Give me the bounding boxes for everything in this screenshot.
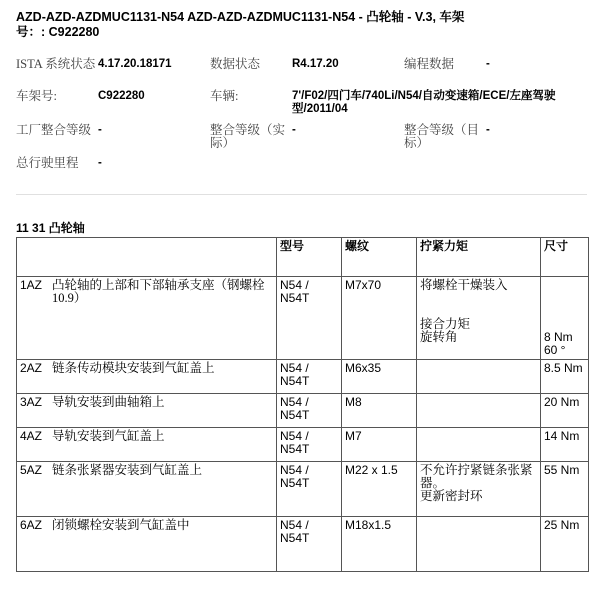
row-model: N54 / N54T	[277, 360, 342, 394]
row-size: 55 Nm	[541, 462, 589, 517]
size-angle: 60 °	[544, 343, 566, 357]
row-position: 2AZ	[20, 361, 43, 375]
vehicle-label: 车辆:	[210, 89, 239, 103]
row-thread: M8	[342, 394, 417, 428]
torque-warning: 不允许拧紧链条张紧器。	[420, 463, 533, 490]
row-torque	[417, 462, 541, 517]
vehicle-value: 7'/F02/四门车/740Li/N54/自动变速箱/ECE/左座驾驶型/2011/04	[292, 90, 556, 115]
row-desc-text: 闭锁螺栓安装到气缸盖中	[52, 518, 190, 532]
prog-data-label: 编程数据	[404, 57, 455, 71]
row-size: 14 Nm	[541, 428, 589, 462]
row-description	[17, 428, 277, 462]
row-description	[17, 394, 277, 428]
title-line-2: 号：: C922280	[16, 25, 100, 39]
vin-label: 车架号:	[16, 89, 57, 103]
mileage-value: -	[98, 157, 102, 169]
row-position: 4AZ	[20, 429, 43, 443]
data-status-value: R4.17.20	[292, 58, 339, 70]
row-description	[17, 360, 277, 394]
header-size: 尺寸	[541, 238, 589, 277]
table-row	[17, 394, 589, 428]
data-status-label: 数据状态	[210, 57, 261, 71]
row-desc-text: 导轨安装到曲轴箱上	[52, 395, 165, 409]
table-row	[17, 517, 589, 572]
row-description	[17, 462, 277, 517]
header-thread: 螺纹	[342, 238, 417, 277]
row-thread: M22 x 1.5	[342, 462, 417, 517]
row-model: N54 / N54T	[277, 517, 342, 572]
factory-grade-label: 工厂整合等级	[16, 123, 92, 137]
torque-note: 将螺栓干燥装入	[420, 278, 508, 292]
row-description	[17, 277, 277, 360]
row-desc-text: 导轨安装到气缸盖上	[52, 429, 165, 443]
table-row	[17, 462, 589, 517]
row-torque	[417, 517, 541, 572]
header-torque: 拧紧力矩	[417, 238, 541, 277]
row-thread: M7	[342, 428, 417, 462]
row-position: 3AZ	[20, 395, 43, 409]
target-grade-value: -	[486, 124, 490, 136]
row-description	[17, 517, 277, 572]
row-desc-text: 凸轮轴的上部和下部轴承支座（钢螺栓 10.9）	[52, 278, 265, 305]
row-model: N54 / N54T	[277, 428, 342, 462]
actual-grade-value: -	[292, 124, 296, 136]
row-size	[541, 277, 589, 360]
row-position: 5AZ	[20, 463, 43, 477]
size-joining: 8 Nm	[544, 330, 573, 344]
row-torque	[417, 277, 541, 360]
table-row	[17, 360, 589, 394]
mileage-label: 总行驶里程	[16, 156, 79, 170]
row-torque	[417, 360, 541, 394]
row-desc-text: 链条张紧器安装到气缸盖上	[52, 463, 203, 477]
row-position: 1AZ	[20, 278, 43, 292]
row-desc-text: 链条传动模块安装到气缸盖上	[52, 361, 215, 375]
torque-seal-note: 更新密封环	[420, 489, 483, 503]
title-line-1: AZD-AZD-AZDMUC1131-N54 AZD-AZD-AZDMUC1131-N54 - 凸轮轴 - V.3, 车架	[16, 10, 465, 24]
actual-grade-label: 整合等级（实际）	[210, 123, 286, 150]
factory-grade-value: -	[98, 124, 102, 136]
ista-value: 4.17.20.18171	[98, 58, 172, 70]
header-description	[17, 238, 277, 277]
divider	[16, 194, 587, 195]
row-torque	[417, 394, 541, 428]
prog-data-value: -	[486, 58, 490, 70]
row-model: N54 / N54T	[277, 394, 342, 428]
header-model: 型号	[277, 238, 342, 277]
row-thread: M7x70	[342, 277, 417, 360]
torque-joining: 接合力矩	[420, 317, 471, 331]
row-thread: M18x1.5	[342, 517, 417, 572]
document-title	[16, 10, 586, 40]
torque-spec-table	[16, 237, 589, 572]
row-model: N54 / N54T	[277, 462, 342, 517]
row-model: N54 / N54T	[277, 277, 342, 360]
row-size: 8.5 Nm	[541, 360, 589, 394]
row-thread: M6x35	[342, 360, 417, 394]
section-title: 11 31 凸轮轴	[16, 221, 85, 235]
ista-label: ISTA 系统状态	[16, 57, 96, 71]
vin-value: C922280	[98, 90, 145, 102]
target-grade-label: 整合等级（目标）	[404, 123, 480, 150]
row-size: 20 Nm	[541, 394, 589, 428]
row-position: 6AZ	[20, 518, 43, 532]
table-row	[17, 428, 589, 462]
row-torque	[417, 428, 541, 462]
table-row	[17, 277, 589, 360]
vehicle-info-table	[16, 58, 582, 179]
table-header-row	[17, 238, 589, 277]
torque-angle: 旋转角	[420, 330, 458, 344]
row-size: 25 Nm	[541, 517, 589, 572]
